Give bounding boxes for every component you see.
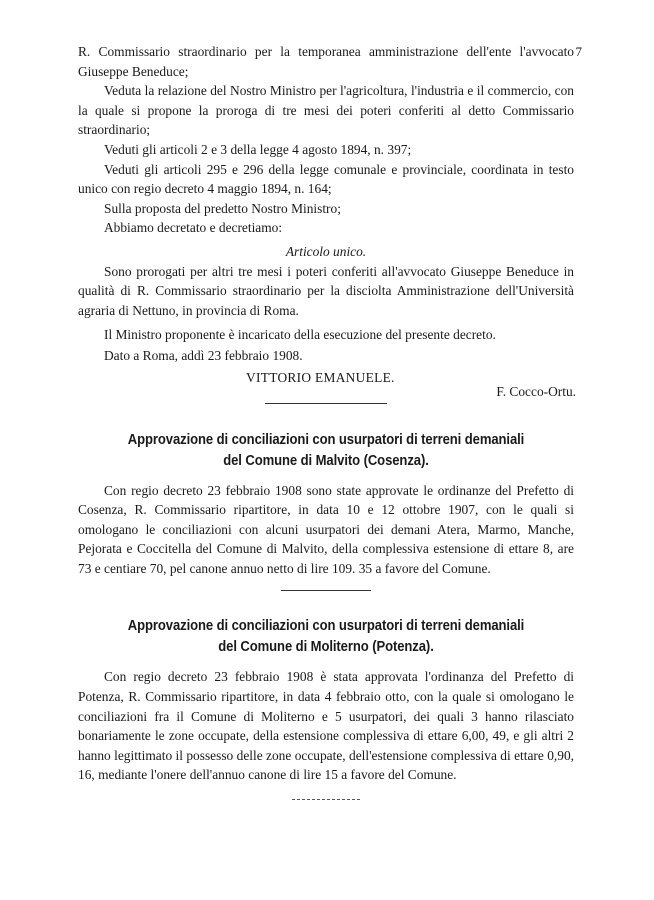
section-title-line-2: del Comune di Moliterno (Potenza). xyxy=(218,638,434,656)
decree-abbiamo: Abbiamo decretato e decretiamo: xyxy=(104,220,283,236)
section-body: Con regio decreto 23 febbraio 1908 è stata approvata l'ordinanza del Prefetto di Potenza, R. Commissario ripartitore, in data 4 febbraio otto, con la quale si omologano le conciliazioni fra il Comune di Moliterno e 5 usurpatori, dei quali 3 hanno rilasciato bonariamente le zone occupate, della estensione complessiva di ettare 6,00, 49, e gli altri 2 hanno legittimato il possesso delle zone occupate, dell'estensione complessiva di ettare 0,90, 16, mediante l'onere dell'annuo canone di lire 15 a favore del Comune. xyxy=(78,669,574,783)
decree-dato: Dato a Roma, addì 23 febbraio 1908. xyxy=(104,347,303,363)
decree-ministro: Il Ministro proponente è incaricato della esecuzione del presente decreto. xyxy=(104,327,496,343)
page-number: 7 xyxy=(575,44,582,59)
decree-veduti-2: Veduti gli articoli 295 e 296 della legge comunale e provinciale, coordinata in testo unico con regio decreto 4 maggio 1894, n. 164; xyxy=(78,161,574,197)
section-moliterno xyxy=(78,615,574,785)
section-title-line-1: Approvazione di conciliazioni con usurpatori di terreni demaniali xyxy=(127,617,525,635)
section-divider xyxy=(265,403,387,404)
section-body: Con regio decreto 23 febbraio 1908 sono state approvate le ordinanze del Prefetto di Cosenza, R. Commissario ripartitore, in data 10 e 12 ottobre 1907, con le quali si omologano le conciliazioni con alcuni usurpatori dei demani Atera, Marmo, Manche, Pejorata e Coccitella del Comune di Malvito, della complessiva estensione di ettare 8, are 73 e centiare 70, pel canone annuo netto di lire 109. 35 a favore del Comune. xyxy=(78,482,574,576)
decree-veduti-1: Veduti gli articoli 2 e 3 della legge 4 agosto 1894, n. 397; xyxy=(104,141,412,157)
document-page xyxy=(78,42,574,800)
signature-block xyxy=(78,368,576,399)
section-malvito xyxy=(78,429,574,579)
section-title-line-1: Approvazione di conciliazioni con usurpatori di terreni demaniali xyxy=(127,430,525,448)
decree-proposta: Sulla proposta del predetto Nostro Ministro; xyxy=(104,200,341,216)
decree-intro: R. Commissario straordinario per la temporanea amministrazione dell'ente l'avvocato Giuseppe Beneduce; xyxy=(78,44,574,79)
signature-minister: F. Cocco-Ortu. xyxy=(496,383,576,399)
section-divider xyxy=(292,799,360,800)
decree-continuation xyxy=(78,42,576,399)
article-text: Sono prorogati per altri tre mesi i poteri conferiti all'avvocato Giuseppe Beneduce in qualità di R. Commissario straordinario per la disciolta Amministrazione dell'Università agraria di Nettuno, in provincia di Roma. xyxy=(78,263,574,318)
section-title-line-2: del Comune di Malvito (Cosenza). xyxy=(223,451,429,469)
signature-king: VITTORIO EMANUELE. xyxy=(246,369,395,385)
decree-veduta: Veduta la relazione del Nostro Ministro per l'agricoltura, l'industria e il commercio, con la quale si propone la proroga di tre mesi dei poteri conferiti al detto Commissario straordinario; xyxy=(78,83,574,138)
article-title: Articolo unico. xyxy=(285,243,367,259)
section-divider xyxy=(281,590,371,591)
